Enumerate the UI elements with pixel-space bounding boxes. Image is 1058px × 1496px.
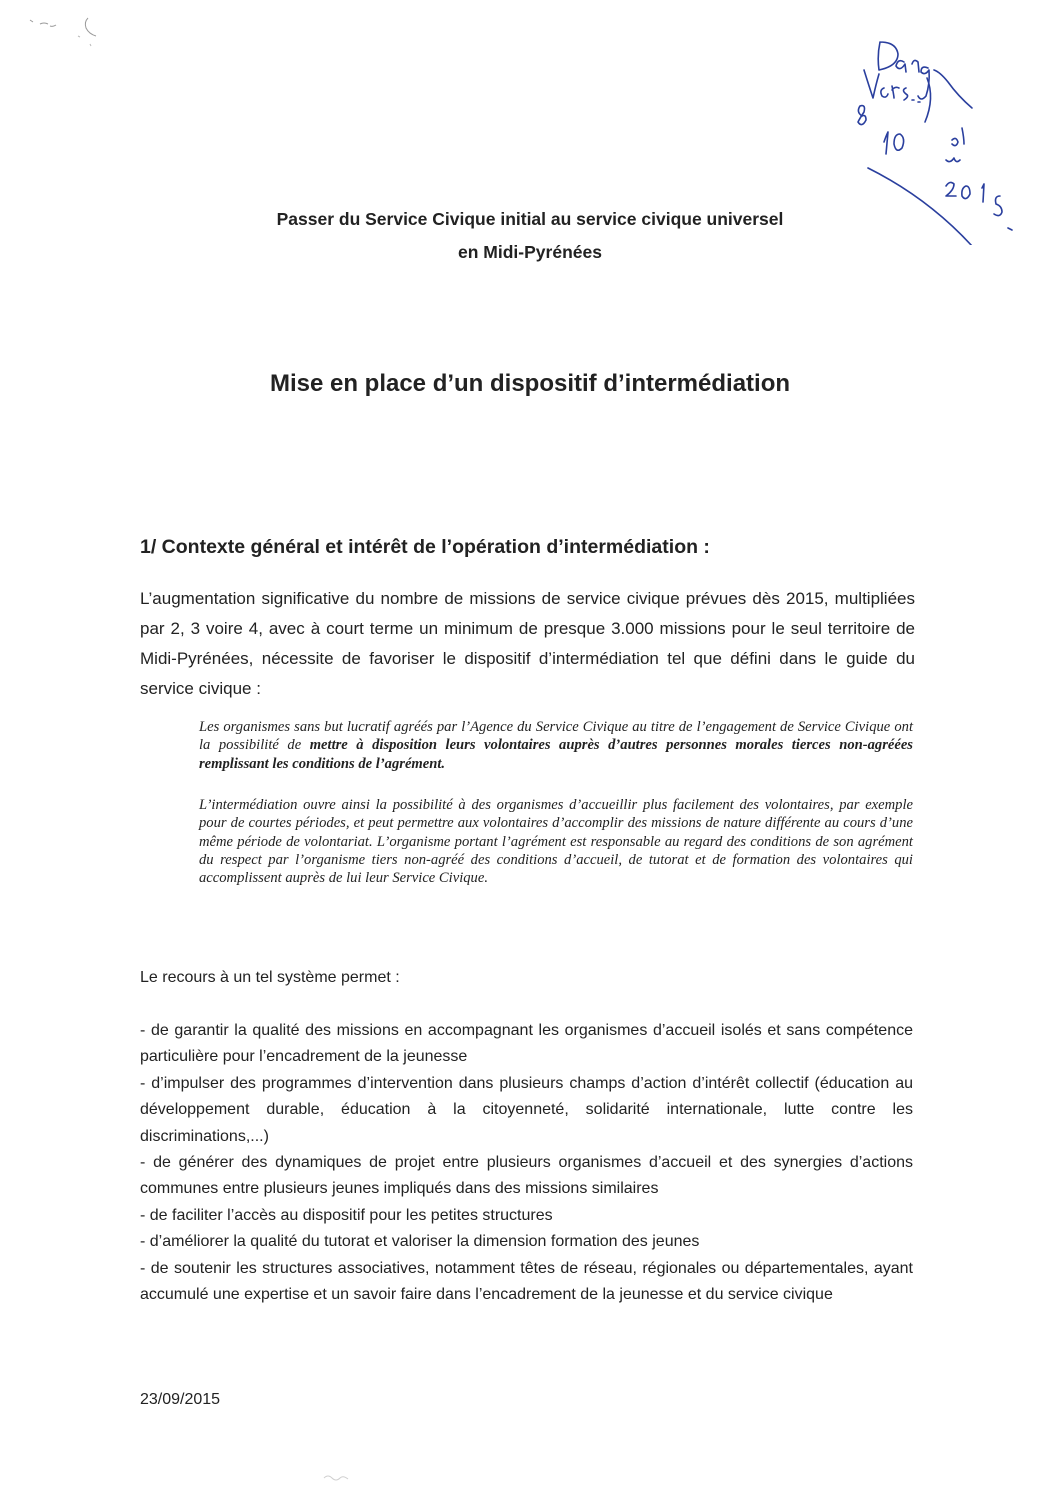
section-heading: 1/ Contexte général et intérêt de l’opération d’intermédiation : xyxy=(140,536,710,558)
quote-1-bold-text: mettre à disposition leurs volontaires auprès d’autres personnes morales tierces non-agréées remplissant les conditions de l’agrément. xyxy=(199,737,913,772)
list-item: - de faciliter l’accès au dispositif pour les petites structures xyxy=(140,1206,553,1224)
quote-paragraph-1 xyxy=(199,718,913,773)
list-item: - d’impulser des programmes d’intervention dans plusieurs champs d’action d’intérêt collectif (éducation au développement durable, éducation à la citoyenneté, solidarité internationale, lutte contre les discriminations,...) xyxy=(140,1074,913,1145)
list-item: - de soutenir les structures associatives, notamment têtes de réseau, régionales ou départementales, ayant accumulé une expertise et un savoir faire dans l’encadrement de la jeunesse et du service civique xyxy=(140,1259,913,1304)
list-item: - de garantir la qualité des missions en accompagnant les organismes d’accueil isolés et sans compétence particulière pour l’encadrement de la jeunesse xyxy=(140,1022,913,1066)
intro-paragraph: L’augmentation significative du nombre de missions de service civique prévues dès 2015, multipliées par 2, 3 voire 4, avec à court terme un minimum de presque 3.000 missions pour le seul territoire de Midi-Pyrénées, nécessite de favoriser le dispositif d’intermédiation tel que défini dans le guide du service civique : xyxy=(140,589,915,698)
scan-artifact xyxy=(28,14,118,54)
quote-1-text: Les organismes sans but lucratif agréés par l’Agence du Service Civique au titre de l’engagement de Service Civique ont la possibilité de xyxy=(199,719,913,754)
benefits-list xyxy=(140,1018,913,1308)
document-date: 23/09/2015 xyxy=(140,1391,221,1408)
title-line-2: en Midi-Pyrénées xyxy=(458,242,602,262)
scan-artifact-bottom xyxy=(322,1470,352,1484)
document-title xyxy=(140,203,920,269)
list-item: - d’améliorer la qualité du tutorat et valoriser la dimension formation des jeunes xyxy=(140,1233,700,1251)
recours-intro: Le recours à un tel système permet : xyxy=(140,969,400,986)
main-title: Mise en place d’un dispositif d’intermédiation xyxy=(269,370,791,397)
list-item: - de générer des dynamiques de projet entre plusieurs organismes d’accueil et des synergies d’actions communes entre plusieurs jeunes impliqués dans des missions similaires xyxy=(140,1154,913,1198)
title-line-1: Passer du Service Civique initial au service civique universel xyxy=(276,209,784,229)
quote-paragraph-2: L’intermédiation ouvre ainsi la possibilité à des organismes d’accueillir plus facilement des volontaires, par exemple pour de courtes périodes, et peut permettre aux volontaires d’accomplir des missions de nature différente au cours d’une même période de volontariat. L’organisme portant l’agrément est responsable au regard des conditions de son agrément du respect par l’organisme tiers non-agréé des conditions d’accueil, de tutorat et de formation des volontaires qui accomplissent auprès de lui leur Service Civique. xyxy=(199,797,913,887)
